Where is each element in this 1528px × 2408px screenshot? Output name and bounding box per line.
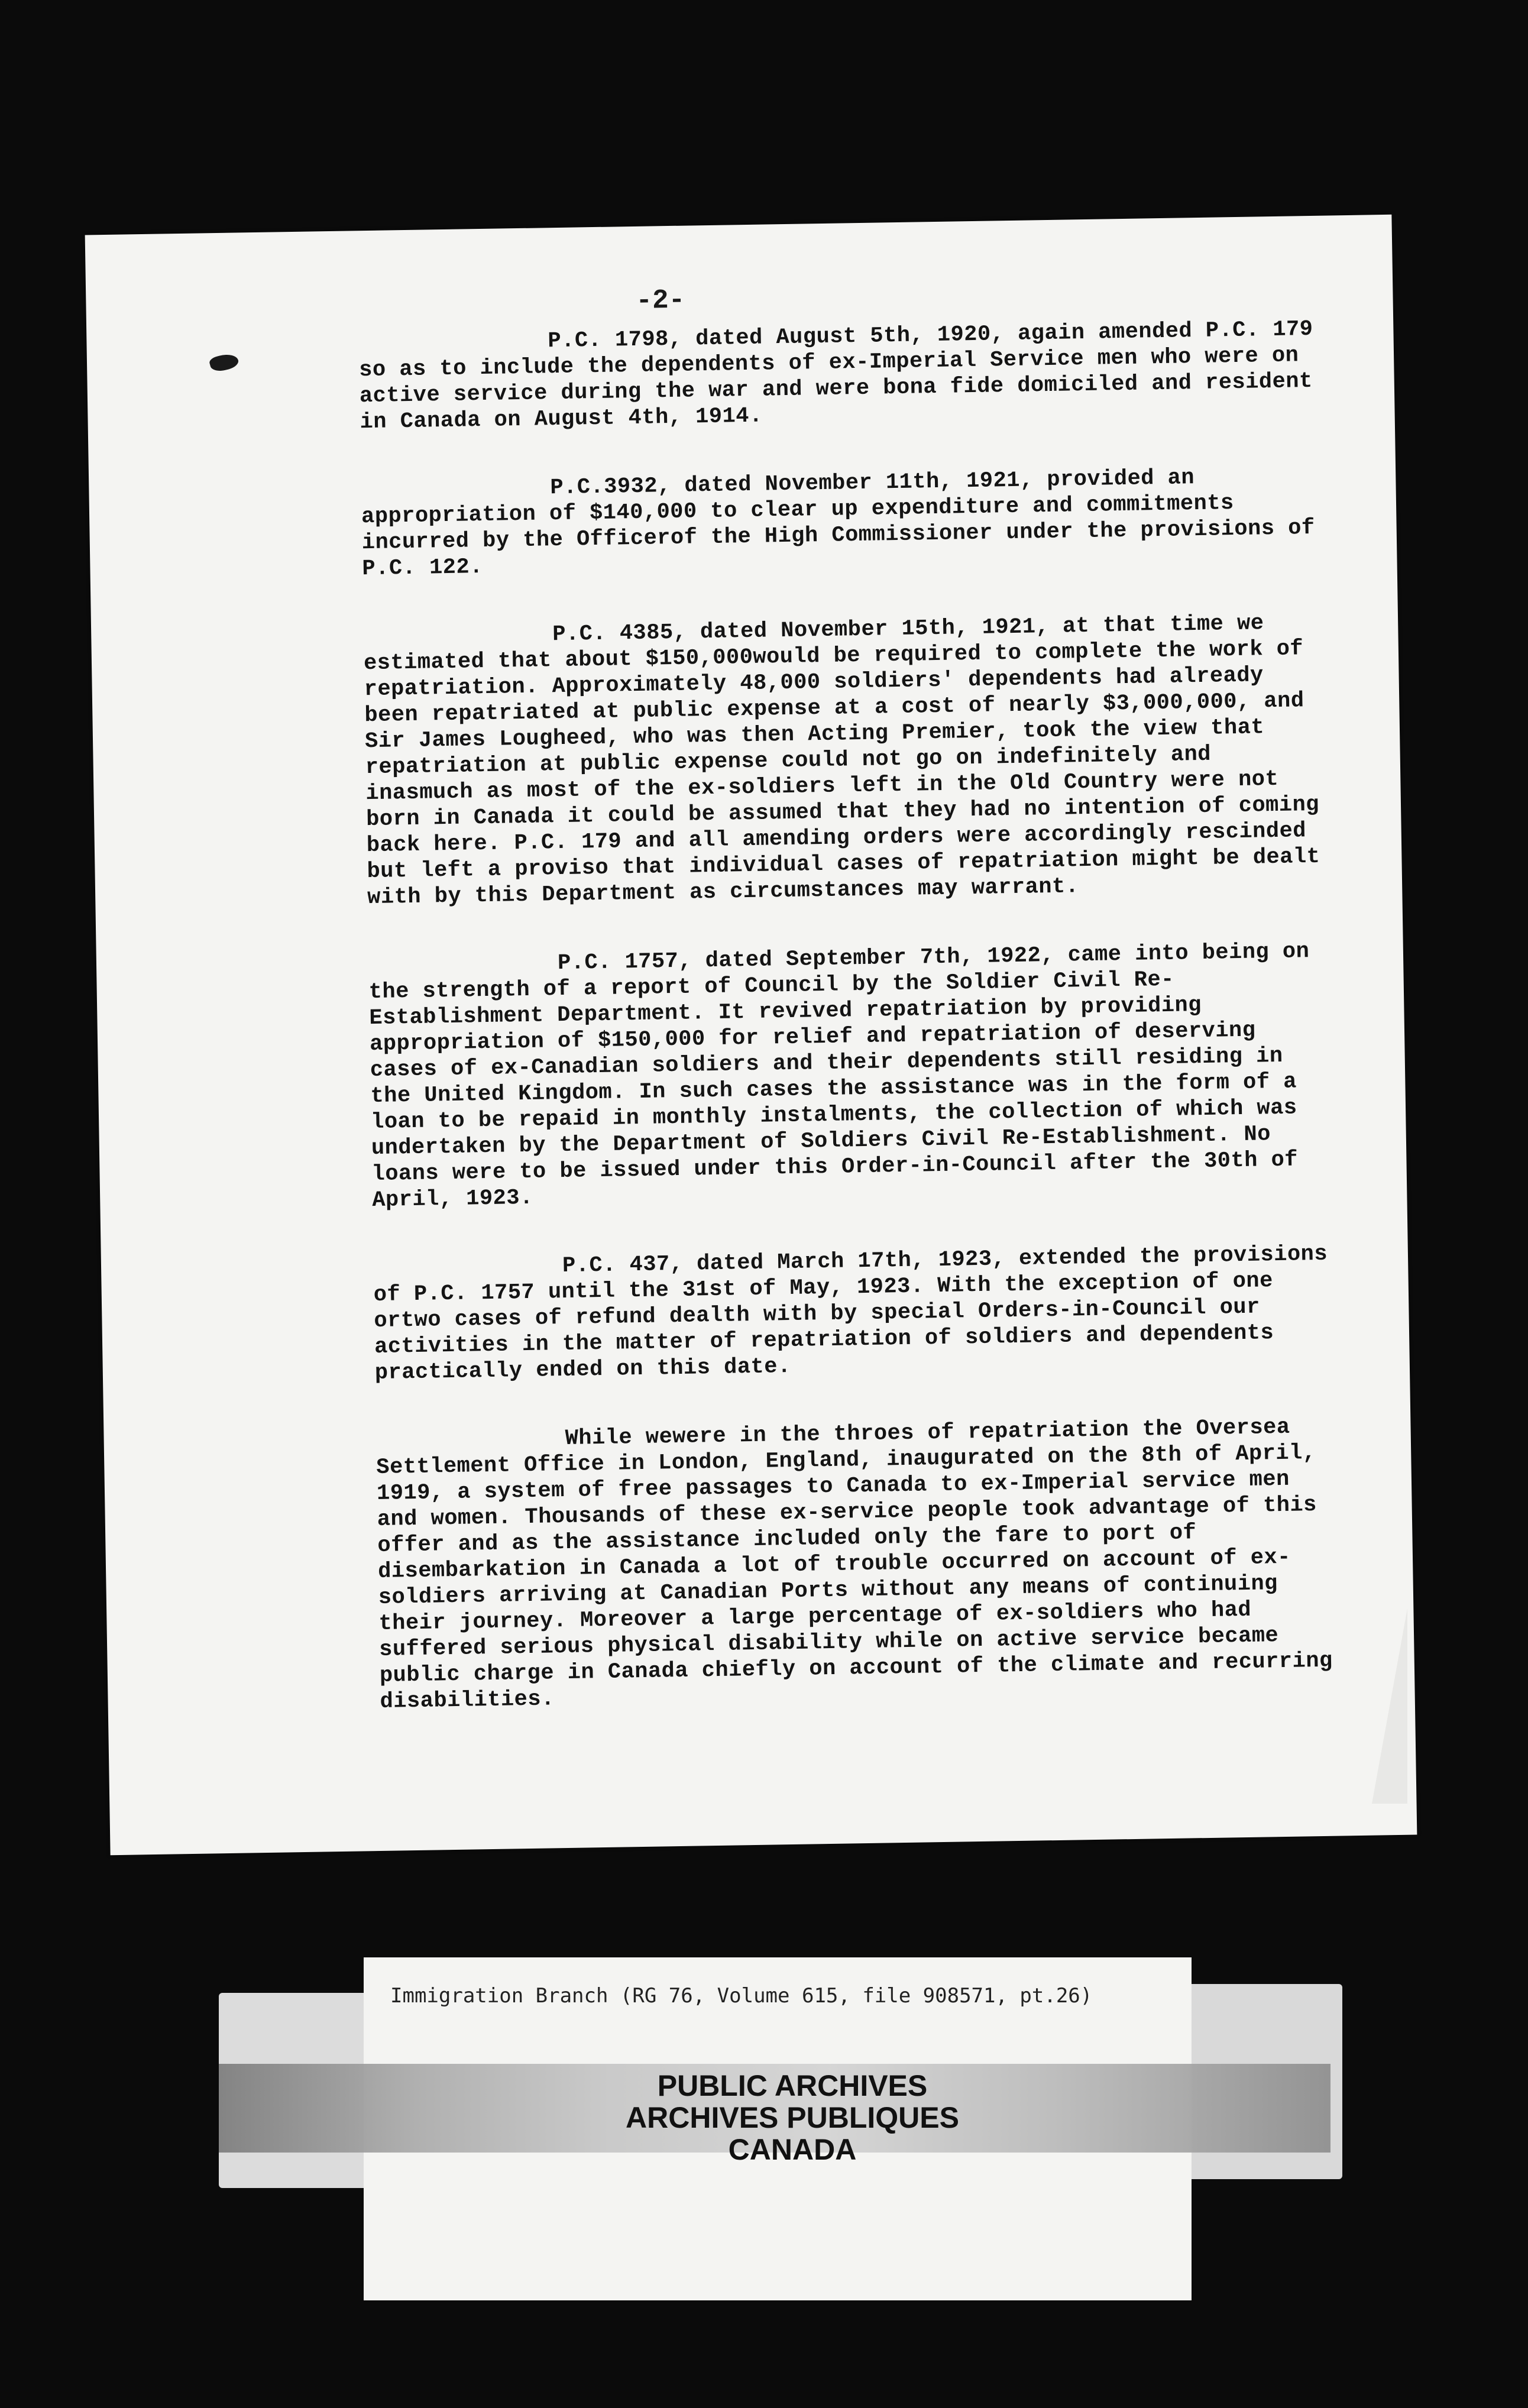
stamp-line-archives-publiques: ARCHIVES PUBLIQUES	[626, 2101, 959, 2134]
document-body	[358, 316, 1339, 1758]
paragraph-pc-1757: P.C. 1757, dated September 7th, 1922, came into being on the strength of a report of Council by the Soldier Civil Re-Establishment Department. It revived repatriation by providing appropriation of $150,000 for relief and repatriation of deserving cases of ex-Canadian soldiers and their dependents still residing in the United Kingdom. In such cases the assistance was in the form of a loan to be repaid in monthly instalments, the collection of which was undertaken by the Department of Soldiers Civil Re-Establishment. No loans were to be issued under this Order-in-Council after the 30th of April, 1923.	[368, 939, 1310, 1213]
public-archives-stamp	[568, 2070, 1017, 2166]
archive-reference-caption: Immigration Branch (RG 76, Volume 615, file 908571, pt.26)	[390, 1984, 1093, 2008]
page-number: -2-	[636, 284, 685, 316]
paragraph-pc-4385: P.C. 4385, dated November 15th, 1921, at that time we estimated that about $150,000would be required to complete the work of repatriation. Approximately 48,000 soldiers' dependents had already been repatriated at public expense at a cost of nearly $3,000,000, and Sir James Lougheed, who was then Acting Premier, took the view that repatriation at public expense could not go on indefinitely and inasmuch as most of the ex-soldiers left in the Old Country were not born in Canada it could be assumed that they had no intention of coming back here. P.C. 179 and all amending orders were accordingly rescinded but left a proviso that individual cases of repatriation might be dealt with by this Department as circumstances may warrant.	[363, 611, 1320, 911]
folded-corner	[1372, 1608, 1407, 1804]
paragraph-pc-437: P.C. 437, dated March 17th, 1923, extended the provisions of P.C. 1757 until the 31st of May, 1923. With the exception of one ortwo cases of refund dealth with by special Orders-in-Council our activities in the matter of repatriation of soldiers and dependents practically ended on this date.	[373, 1241, 1328, 1386]
paragraph-pc-1798: P.C. 1798, dated August 5th, 1920, again amended P.C. 179 so as to include the dependents of ex-Imperial Service men who were on active service during the war and were bona fide domiciled and resident in Canada on August 4th, 1914.	[358, 316, 1313, 435]
paragraph-pc-3932: P.C.3932, dated November 11th, 1921, provided an appropriation of $140,000 to clear up expenditure and commitments incurred by the Officerof the High Commissioner under the provisions of P.C. 122.	[361, 465, 1315, 582]
paragraph-oversea-settlement: While wewere in the throes of repatriation the Oversea Settlement Office in London, England, inaugurated on the 8th of April, 1919, a system of free passages to Canada to ex-Imperial service men and women. Thousands of these ex-service people took advantage of this offer and as the assistance included only the fare to port of disembarkation in Canada a lot of trouble occurred on account of ex-soldiers arriving at Canadian Ports without any means of continuing their journey. Moreover a large percentage of ex-soldiers who had suffered serious physical disability while on active service became public charge in Canada chiefly on account of the climate and recurring disabilities.	[376, 1415, 1333, 1714]
stamp-line-public-archives: PUBLIC ARCHIVES	[657, 2069, 928, 2102]
stamp-line-canada: CANADA	[728, 2133, 857, 2166]
document-page	[85, 215, 1417, 1855]
